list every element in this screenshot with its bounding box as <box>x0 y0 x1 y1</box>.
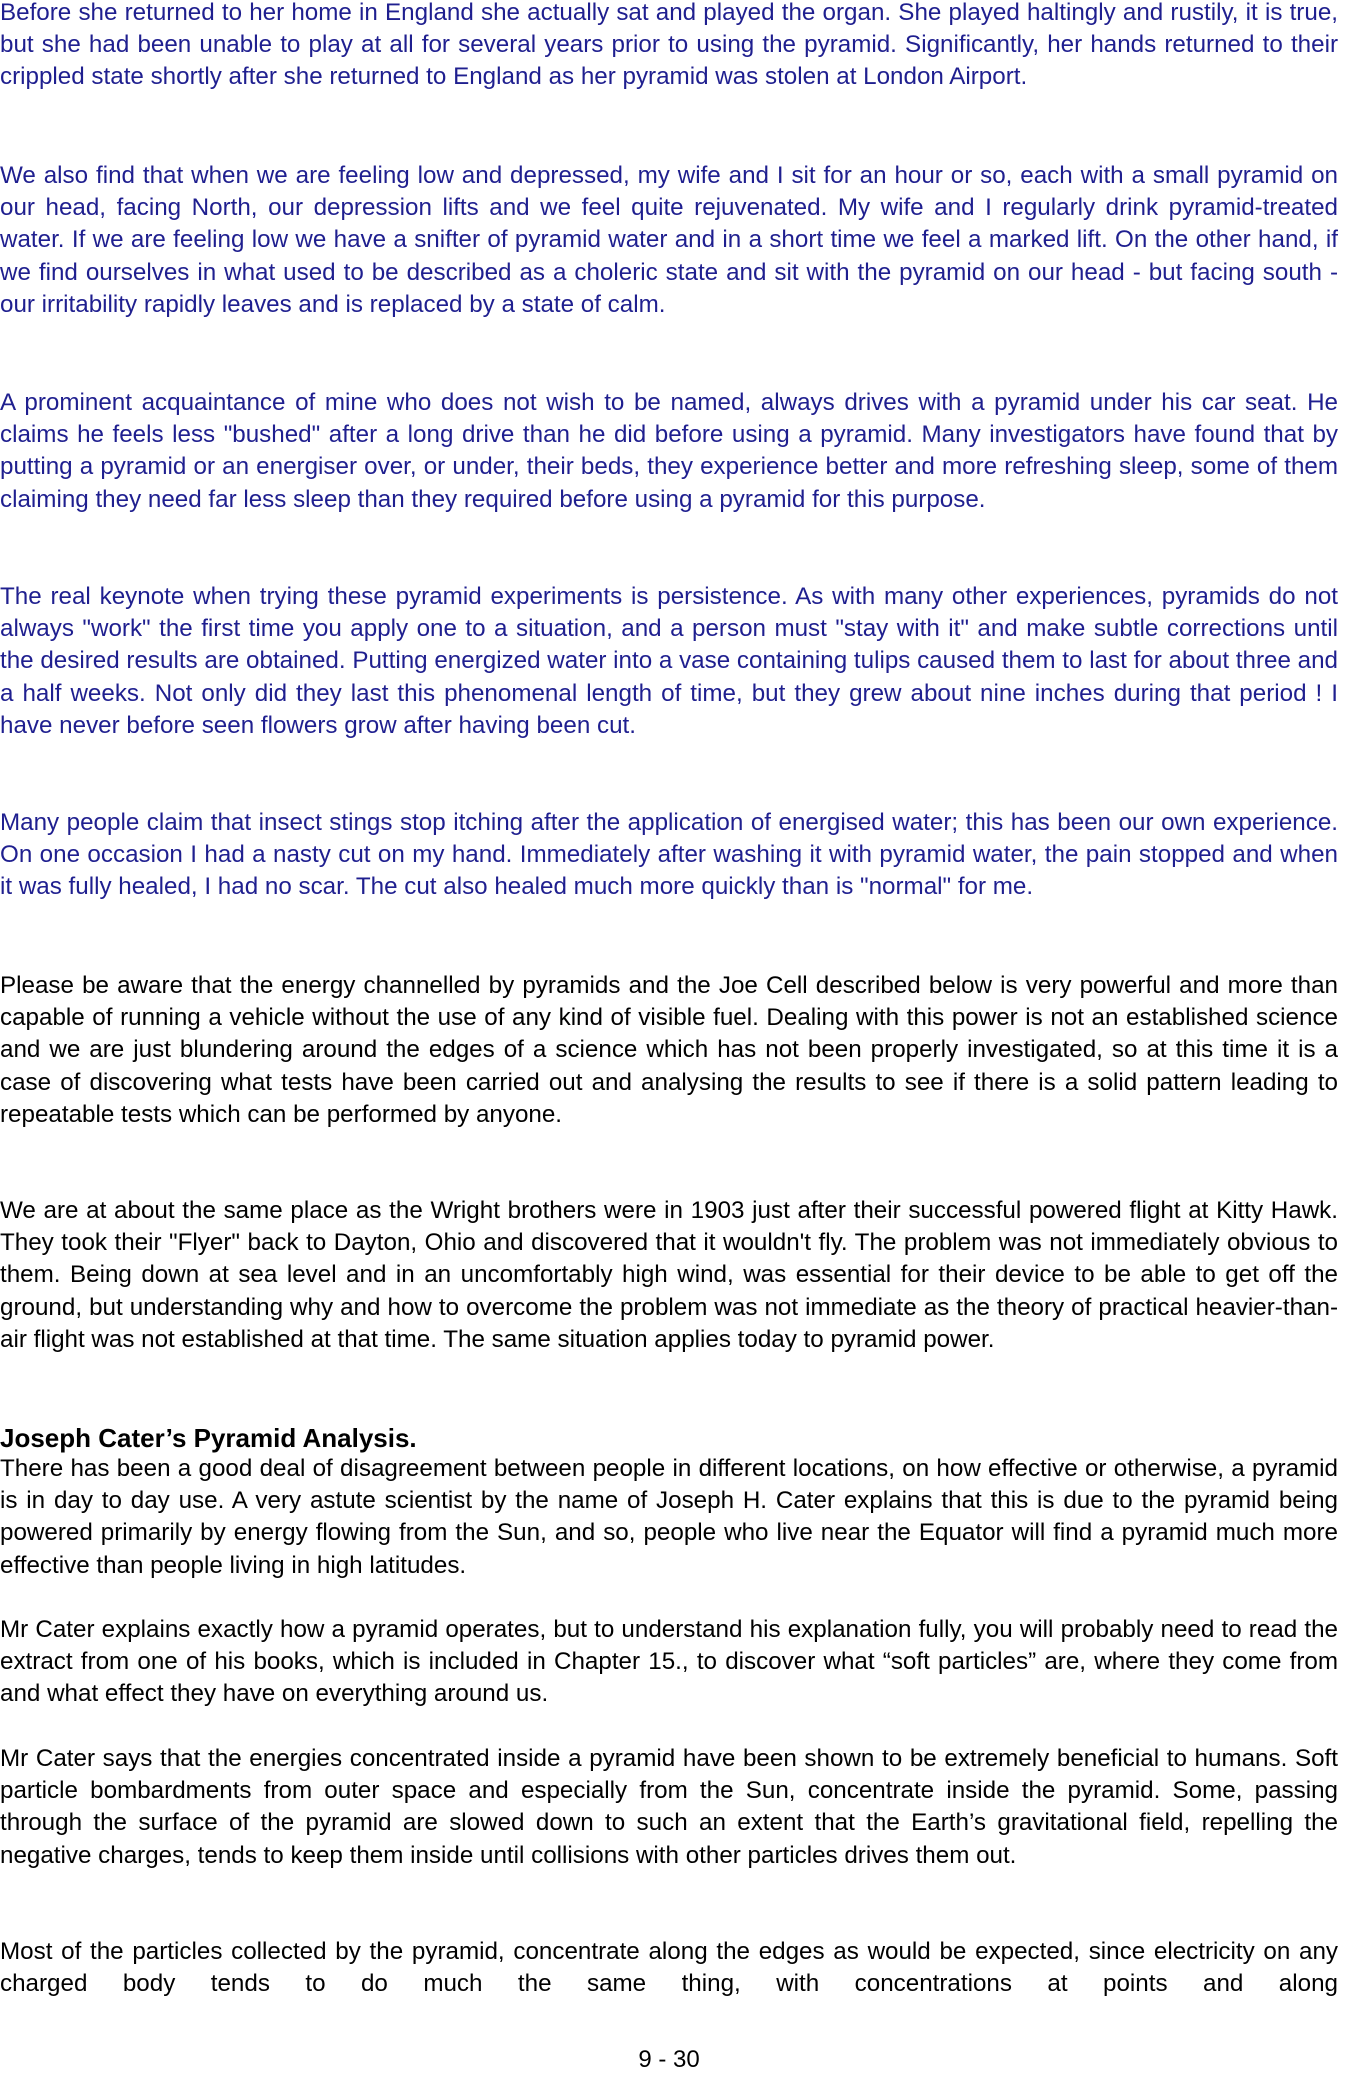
paragraph-cater-explains: Mr Cater explains exactly how a pyramid operates, but to understand his explanation fully, you will probably need to read the extract from one of his books, which is included in Chapter 15., to discover what “soft particles” are, where they come from and what effect they have on everything around us. <box>0 1616 1338 1708</box>
paragraph-wright-brothers: We are at about the same place as the Wright brothers were in 1903 just after their successful powered flight at Kitty Hawk. They took their "Flyer" back to Dayton, Ohio and discovered that it wouldn't fly. The problem was not immediately obvious to them. Being down at sea level and in an uncomfortably high wind, was essential for their device to be able to get off the ground, but understanding why and how to overcome the problem was not immediate as the theory of practical heavier-than-air flight was not established at that time. The same situation applies today to pyramid power. <box>0 1197 1338 1353</box>
paragraph-persistence: The real keynote when trying these pyramid experiments is persistence. As with many other experiences, pyramids do not always "work" the first time you apply one to a situation, and a person must "stay with it" and make subtle corrections until the desired results are obtained. Putting energized water into a vase containing tulips caused them to last for about three and a half weeks. Not only did they last this phenomenal length of time, but they grew about nine inches during that period ! I have never before seen flowers grow after having been cut. <box>0 583 1338 739</box>
paragraph-energy-warning: Please be aware that the energy channelled by pyramids and the Joe Cell described below is very powerful and more than capable of running a vehicle without the use of any kind of visible fuel. Dealing with this power is not an established science and we are just blundering around the edges of a science which has not been properly investigated, so at this time it is a case of discovering what tests have been carried out and analysing the results to see if there is a solid pattern leading to repeatable tests which can be performed by anyone. <box>0 972 1338 1128</box>
paragraph-car-seat: A prominent acquaintance of mine who does not wish to be named, always drives with a pyramid under his car seat. He claims he feels less "bushed" after a long drive than he did before using a pyramid. Many investigators have found that by putting a pyramid or an energiser over, or under, their beds, they experience better and more refreshing sleep, some of them claiming they need far less sleep than they required before using a pyramid for this purpose. <box>0 389 1338 513</box>
paragraph-particles-edges: Most of the particles collected by the pyramid, concentrate along the edges as would be expected, since electricity on any charged body tends to do much the same thing, with concentrations at points and along <box>0 1938 1338 1998</box>
paragraph-insect-stings: Many people claim that insect stings stop itching after the application of energised water; this has been our own experience. On one occasion I had a nasty cut on my hand. Immediately after washing it with pyramid water, the pain stopped and when it was fully healed, I had no scar. The cut also healed much more quickly than is "normal" for me. <box>0 809 1338 901</box>
page-number: 9 - 30 <box>638 2046 700 2073</box>
paragraph-depression: We also find that when we are feeling low and depressed, my wife and I sit for an hour or so, each with a small pyramid on our head, facing North, our depression lifts and we feel quite rejuvenated. My wife and I regularly drink pyramid-treated water. If we are feeling low we have a snifter of pyramid water and in a short time we feel a marked lift. On the other hand, if we find ourselves in what used to be described as a choleric state and sit with the pyramid on our head - but facing south -our irritability rapidly leaves and is replaced by a state of calm. <box>0 162 1338 318</box>
paragraph-cater-intro: There has been a good deal of disagreement between people in different locations, on how effective or otherwise, a pyramid is in day to day use. A very astute scientist by the name of Joseph H. Cater explains that this is due to the pyramid being powered primarily by energy flowing from the Sun, and so, people who live near the Equator will find a pyramid much more effective than people living in high latitudes. <box>0 1455 1338 1579</box>
paragraph-organ: Before she returned to her home in England she actually sat and played the organ. She played haltingly and rustily, it is true, but she had been unable to play at all for several years prior to using the pyramid. Significantly, her hands returned to their crippled state shortly after she returned to England as her pyramid was stolen at London Airport. <box>0 0 1338 91</box>
paragraph-cater-energies: Mr Cater says that the energies concentrated inside a pyramid have been shown to be extremely beneficial to humans. Soft particle bombardments from outer space and especially from the Sun, concentrate inside the pyramid. Some, passing through the surface of the pyramid are slowed down to such an extent that the Earth’s gravitational field, repelling the negative charges, tends to keep them inside until collisions with other particles drives them out. <box>0 1745 1338 1869</box>
section-heading: Joseph Cater’s Pyramid Analysis. <box>0 1423 417 1453</box>
